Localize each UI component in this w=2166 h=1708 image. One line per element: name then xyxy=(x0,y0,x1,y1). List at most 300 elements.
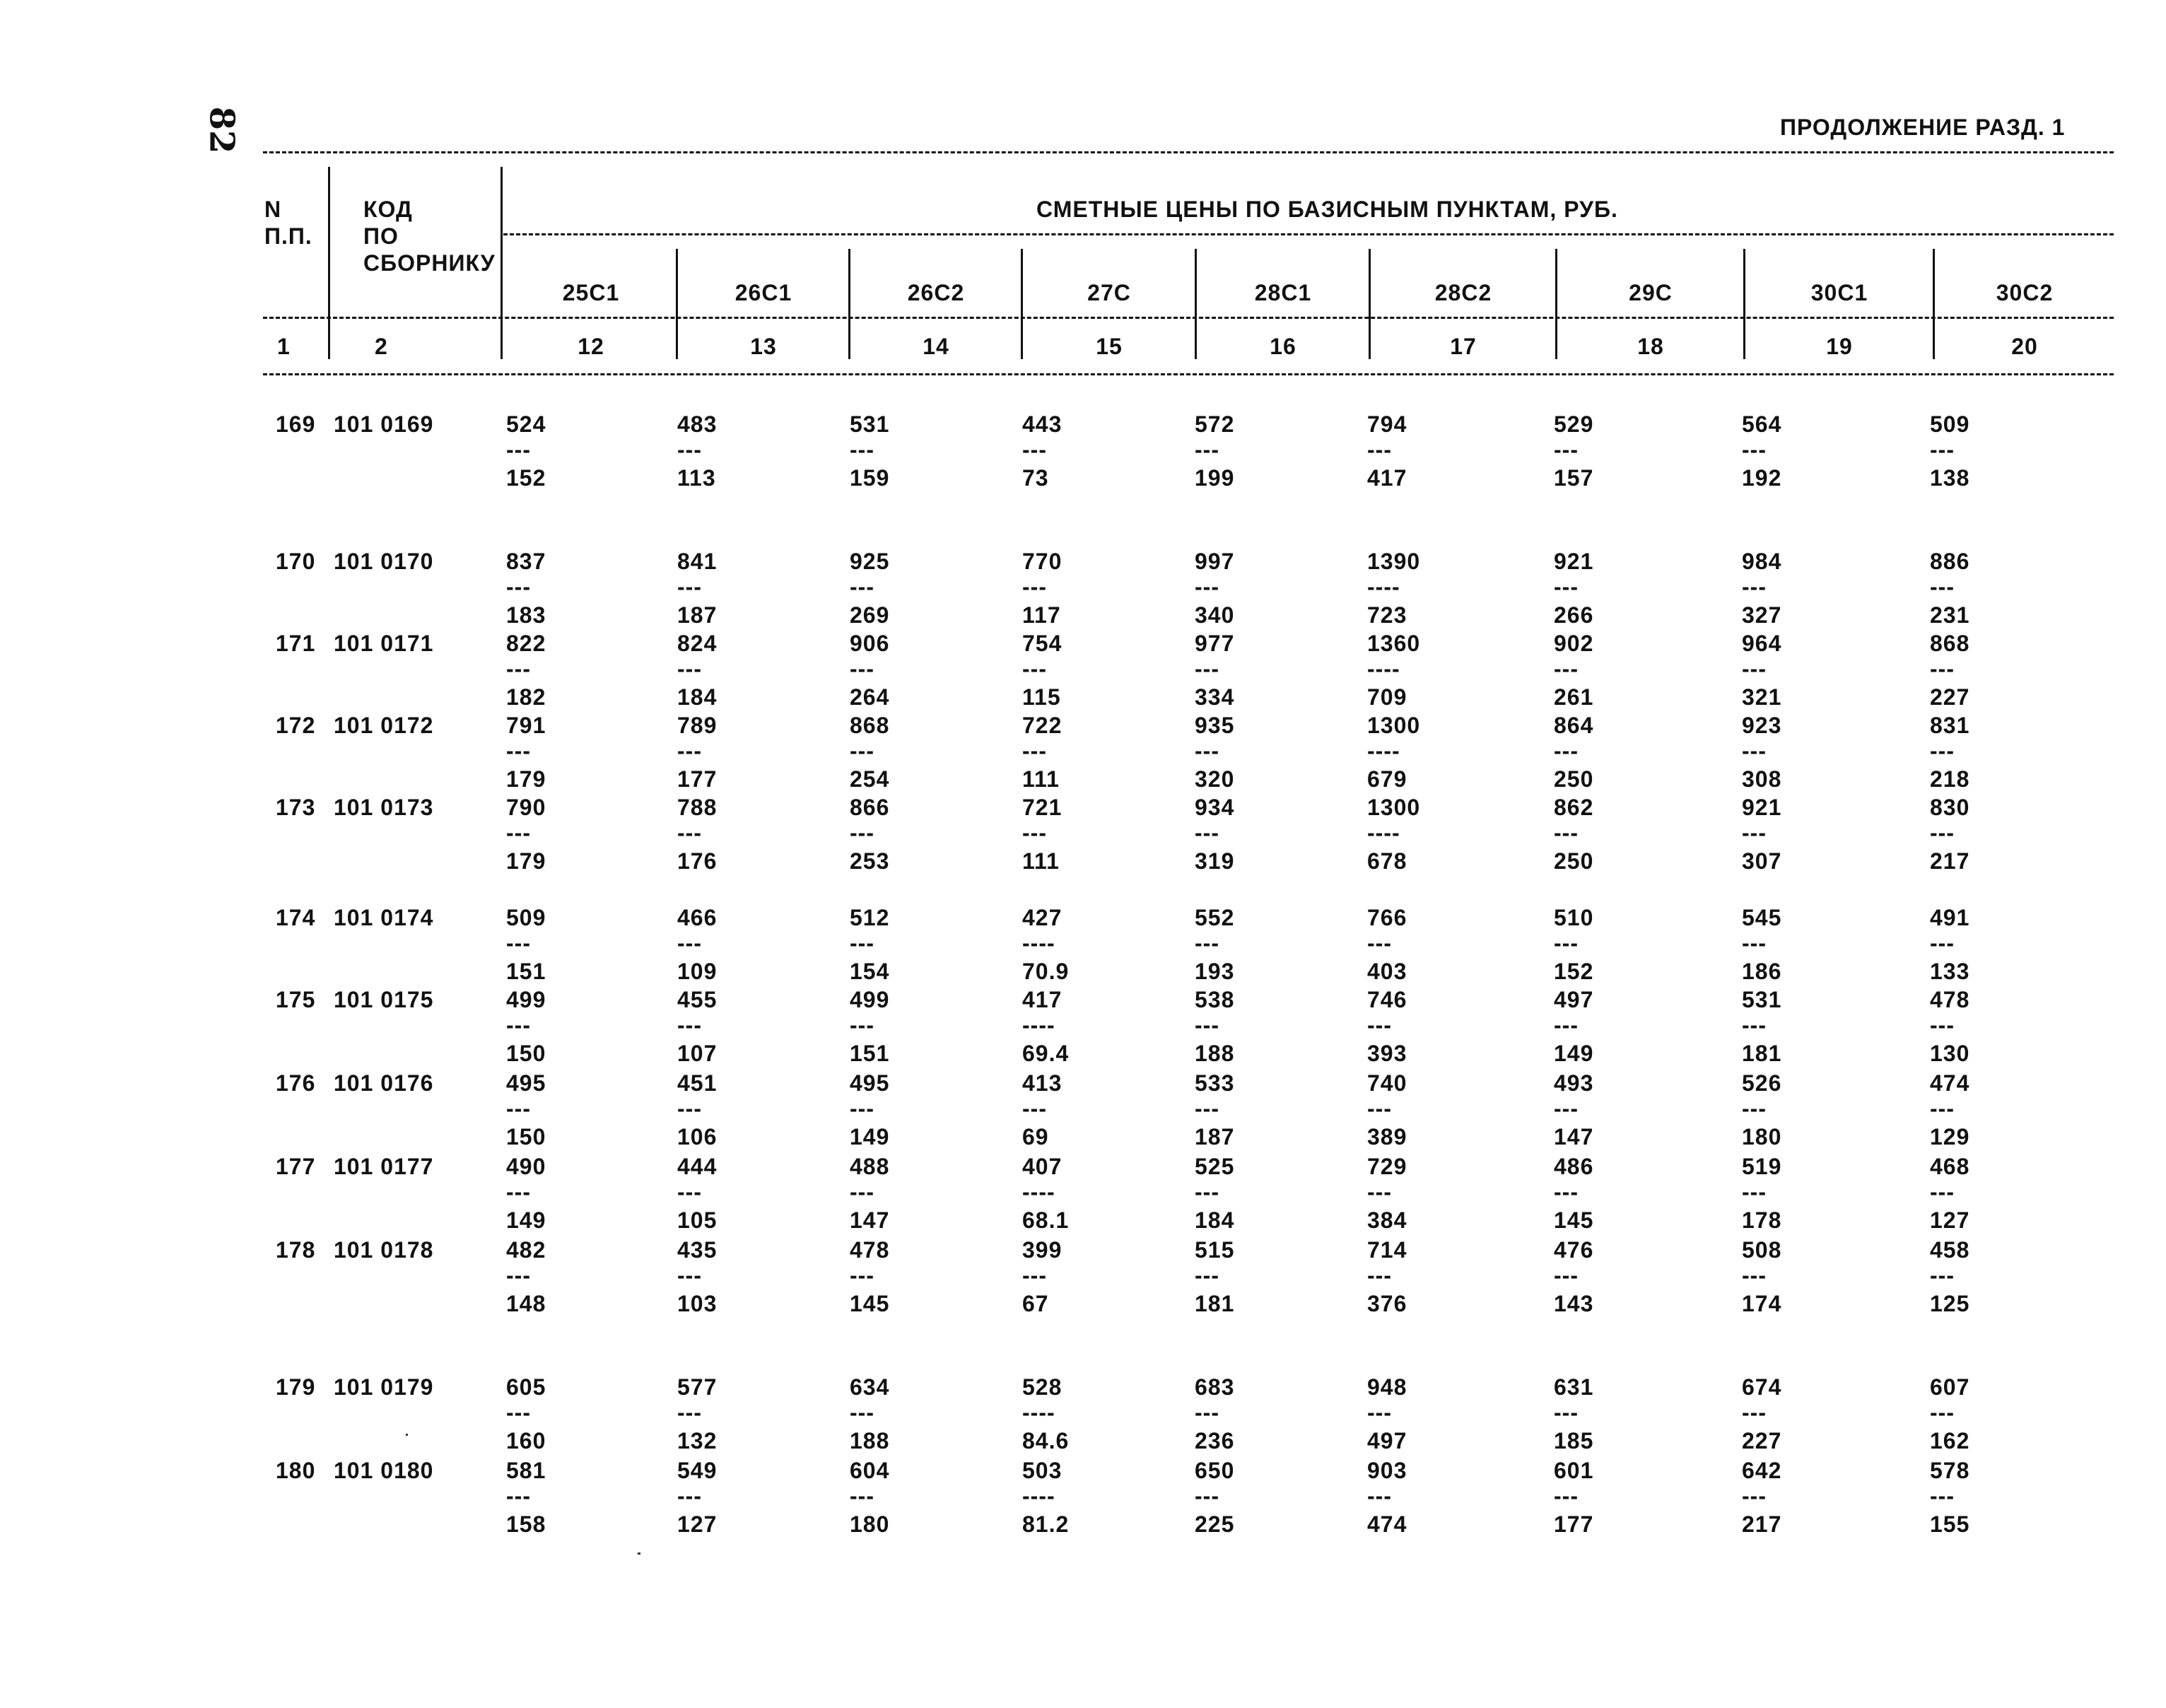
row-code: 101 0175 xyxy=(334,987,434,1012)
row-number: 170 xyxy=(276,549,316,574)
fraction-line: --- xyxy=(1930,437,1955,462)
fraction-line: --- xyxy=(1554,930,1579,956)
row-code: 101 0176 xyxy=(334,1070,434,1096)
fraction-line: --- xyxy=(1367,437,1392,462)
header-top-rule xyxy=(263,151,2114,153)
price-value: 508 xyxy=(1742,1237,1782,1263)
row-code: 101 0173 xyxy=(334,795,434,820)
price-value: 841 xyxy=(677,549,718,574)
price-subvalue: 127 xyxy=(677,1511,718,1537)
row-number: 180 xyxy=(276,1458,316,1483)
column-number: 16 xyxy=(1270,334,1296,359)
row-number: 171 xyxy=(276,631,316,656)
fraction-line: --- xyxy=(1554,437,1579,462)
price-subvalue: 152 xyxy=(506,465,546,491)
price-subvalue: 147 xyxy=(1554,1124,1594,1150)
price-value: 486 xyxy=(1554,1154,1594,1179)
fraction-line: --- xyxy=(1930,1483,1955,1509)
page-number-marker: 82 xyxy=(201,106,242,154)
row-code: 101 0172 xyxy=(334,713,434,738)
price-value: 830 xyxy=(1930,795,1970,820)
price-subvalue: 393 xyxy=(1367,1041,1407,1066)
fraction-line: --- xyxy=(850,1096,874,1121)
price-value: 581 xyxy=(506,1458,546,1483)
price-value: 529 xyxy=(1554,411,1594,437)
price-value: 493 xyxy=(1554,1070,1594,1096)
fraction-line: --- xyxy=(1930,820,1955,846)
price-value: 1390 xyxy=(1367,549,1421,574)
row-code: 101 0178 xyxy=(334,1237,434,1263)
price-subvalue: 127 xyxy=(1930,1207,1970,1233)
price-value: 478 xyxy=(1930,987,1970,1012)
divider-col-3 xyxy=(1021,249,1023,359)
price-value: 824 xyxy=(677,631,718,656)
price-value: 572 xyxy=(1195,411,1235,437)
price-value: 495 xyxy=(850,1070,890,1096)
price-subvalue: 180 xyxy=(850,1511,890,1537)
price-subvalue: 151 xyxy=(850,1041,890,1066)
fraction-line: --- xyxy=(677,820,702,846)
price-subvalue: 181 xyxy=(1195,1291,1235,1316)
price-subvalue: 225 xyxy=(1195,1511,1235,1537)
fraction-line: ---- xyxy=(1022,1400,1055,1425)
price-value: 642 xyxy=(1742,1458,1782,1483)
price-subvalue: 132 xyxy=(677,1428,718,1453)
price-subvalue: 185 xyxy=(1554,1428,1594,1453)
price-value: 789 xyxy=(677,713,718,738)
price-value: 683 xyxy=(1195,1374,1235,1400)
fraction-line: --- xyxy=(506,437,531,462)
fraction-line: --- xyxy=(1742,820,1767,846)
price-subvalue: 264 xyxy=(850,684,890,710)
fraction-line: --- xyxy=(1930,574,1955,599)
fraction-line: --- xyxy=(1022,738,1047,764)
price-subvalue: 307 xyxy=(1742,848,1782,874)
fraction-line: --- xyxy=(850,820,874,846)
price-value: 754 xyxy=(1022,631,1062,656)
price-value: 510 xyxy=(1554,905,1594,930)
price-subvalue: 177 xyxy=(1554,1511,1594,1537)
fraction-line: --- xyxy=(677,1096,702,1121)
fraction-line: --- xyxy=(1742,1400,1767,1425)
fraction-line: --- xyxy=(1742,1179,1767,1205)
price-value: 770 xyxy=(1022,549,1062,574)
price-subvalue: 417 xyxy=(1367,465,1407,491)
fraction-line: --- xyxy=(850,1179,874,1205)
fraction-line: --- xyxy=(677,1012,702,1038)
price-value: 934 xyxy=(1195,795,1235,820)
price-value: 578 xyxy=(1930,1458,1970,1483)
price-value: 512 xyxy=(850,905,890,930)
fraction-line: --- xyxy=(1930,656,1955,682)
price-subvalue: 389 xyxy=(1367,1124,1407,1150)
price-value: 674 xyxy=(1742,1374,1782,1400)
fraction-line: --- xyxy=(1742,1263,1767,1288)
price-value: 545 xyxy=(1742,905,1782,930)
price-subvalue: 261 xyxy=(1554,684,1594,710)
price-subvalue: 105 xyxy=(677,1207,718,1233)
fraction-line: --- xyxy=(506,656,531,682)
fraction-line: --- xyxy=(1195,574,1219,599)
price-subvalue: 334 xyxy=(1195,684,1235,710)
price-value: 483 xyxy=(677,411,718,437)
fraction-line: --- xyxy=(1554,1179,1579,1205)
price-value: 443 xyxy=(1022,411,1062,437)
price-subvalue: 69 xyxy=(1022,1124,1049,1150)
price-subvalue: 158 xyxy=(506,1511,546,1537)
price-value: 474 xyxy=(1930,1070,1970,1096)
price-subvalue: 217 xyxy=(1742,1511,1782,1537)
price-subvalue: 81.2 xyxy=(1022,1511,1070,1537)
price-subvalue: 376 xyxy=(1367,1291,1407,1316)
row-number: 169 xyxy=(276,411,316,437)
divider-col-7 xyxy=(1743,249,1745,359)
price-subvalue: 709 xyxy=(1367,684,1407,710)
price-value: 607 xyxy=(1930,1374,1970,1400)
column-number: 15 xyxy=(1096,334,1123,359)
fraction-line: --- xyxy=(677,574,702,599)
fraction-line: --- xyxy=(850,656,874,682)
price-value: 478 xyxy=(850,1237,890,1263)
price-subvalue: 68.1 xyxy=(1022,1207,1070,1233)
price-subvalue: 113 xyxy=(677,465,716,491)
fraction-line: --- xyxy=(850,738,874,764)
price-subvalue: 227 xyxy=(1930,684,1970,710)
row-number: 178 xyxy=(276,1237,316,1263)
price-subvalue: 152 xyxy=(1554,959,1594,984)
price-value: 526 xyxy=(1742,1070,1782,1096)
fraction-line: --- xyxy=(1554,1096,1579,1121)
price-subvalue: 179 xyxy=(506,848,546,874)
row-code: 101 0177 xyxy=(334,1154,434,1179)
fraction-line: --- xyxy=(1930,738,1955,764)
price-subvalue: 236 xyxy=(1195,1428,1235,1453)
price-subvalue: 84.6 xyxy=(1022,1428,1070,1453)
price-subvalue: 70.9 xyxy=(1022,959,1070,984)
row-number: 174 xyxy=(276,905,316,930)
header-code-1: КОД xyxy=(363,197,413,222)
column-header: 26С2 xyxy=(907,280,965,305)
fraction-line: --- xyxy=(677,738,702,764)
price-subvalue: 217 xyxy=(1930,848,1970,874)
price-value: 435 xyxy=(677,1237,718,1263)
price-subvalue: 269 xyxy=(850,602,890,628)
header-code-3: СБОРНИКУ xyxy=(363,250,496,276)
price-subvalue: 384 xyxy=(1367,1207,1407,1233)
price-subvalue: 69.4 xyxy=(1022,1041,1070,1066)
price-value: 466 xyxy=(677,905,718,930)
price-subvalue: 183 xyxy=(506,602,546,628)
price-subvalue: 187 xyxy=(677,602,718,628)
price-value: 577 xyxy=(677,1374,718,1400)
price-value: 444 xyxy=(677,1154,718,1179)
continuation-label: ПРОДОЛЖЕНИЕ РАЗД. 1 xyxy=(1780,115,2066,140)
price-value: 923 xyxy=(1742,713,1782,738)
price-subvalue: 199 xyxy=(1195,465,1235,491)
price-value: 509 xyxy=(506,905,546,930)
fraction-line: --- xyxy=(506,1400,531,1425)
price-value: 552 xyxy=(1195,905,1235,930)
price-subvalue: 678 xyxy=(1367,848,1407,874)
price-subvalue: 320 xyxy=(1195,766,1235,792)
price-value: 499 xyxy=(850,987,890,1012)
price-subvalue: 227 xyxy=(1742,1428,1782,1453)
fraction-line: --- xyxy=(506,1012,531,1038)
price-value: 1360 xyxy=(1367,631,1421,656)
price-subvalue: 151 xyxy=(506,959,546,984)
fraction-line: --- xyxy=(1367,1483,1392,1509)
column-number: 20 xyxy=(2011,334,2038,359)
price-subvalue: 188 xyxy=(1195,1041,1235,1066)
fraction-line: --- xyxy=(1367,1096,1392,1121)
price-subvalue: 679 xyxy=(1367,766,1407,792)
price-subvalue: 231 xyxy=(1930,602,1970,628)
price-value: 482 xyxy=(506,1237,546,1263)
row-number: 177 xyxy=(276,1154,316,1179)
price-subvalue: 319 xyxy=(1195,848,1235,874)
price-subvalue: 184 xyxy=(677,684,718,710)
column-number: 14 xyxy=(923,334,949,359)
fraction-line: --- xyxy=(506,1263,531,1288)
fraction-line: --- xyxy=(1930,1179,1955,1205)
price-value: 1300 xyxy=(1367,795,1421,820)
price-value: 601 xyxy=(1554,1458,1594,1483)
price-value: 831 xyxy=(1930,713,1970,738)
price-subvalue: 182 xyxy=(506,684,546,710)
price-subvalue: 159 xyxy=(850,465,890,491)
price-subvalue: 125 xyxy=(1930,1291,1970,1316)
price-value: 822 xyxy=(506,631,546,656)
price-value: 407 xyxy=(1022,1154,1062,1179)
price-subvalue: 321 xyxy=(1742,684,1782,710)
price-value: 490 xyxy=(506,1154,546,1179)
fraction-line: --- xyxy=(1742,1012,1767,1038)
fraction-line: ---- xyxy=(1367,574,1400,599)
fraction-line: --- xyxy=(677,930,702,956)
fraction-line: --- xyxy=(1742,738,1767,764)
price-value: 427 xyxy=(1022,905,1062,930)
fraction-line: ---- xyxy=(1022,1483,1055,1509)
price-value: 964 xyxy=(1742,631,1782,656)
fraction-line: --- xyxy=(677,1179,702,1205)
price-subvalue: 107 xyxy=(677,1041,718,1066)
column-number: 12 xyxy=(578,334,604,359)
price-value: 902 xyxy=(1554,631,1594,656)
price-value: 524 xyxy=(506,411,546,437)
divider-col-6 xyxy=(1555,249,1557,359)
fraction-line: --- xyxy=(1930,930,1955,956)
row-code: 101 0174 xyxy=(334,905,434,930)
price-subvalue: 149 xyxy=(1554,1041,1594,1066)
column-number: 2 xyxy=(375,334,388,359)
divider-code xyxy=(500,167,503,359)
price-value: 503 xyxy=(1022,1458,1062,1483)
fraction-line: --- xyxy=(1195,930,1219,956)
price-subvalue: 177 xyxy=(677,766,718,792)
fraction-line: --- xyxy=(506,820,531,846)
header-code-2: ПО xyxy=(363,223,399,249)
row-code: 101 0171 xyxy=(334,631,434,656)
price-value: 564 xyxy=(1742,411,1782,437)
fraction-line: ---- xyxy=(1367,656,1400,682)
fraction-line: ---- xyxy=(1022,930,1055,956)
price-value: 868 xyxy=(1930,631,1970,656)
price-subvalue: 184 xyxy=(1195,1207,1235,1233)
price-subvalue: 253 xyxy=(850,848,890,874)
column-header: 30С1 xyxy=(1810,280,1868,305)
fraction-line: --- xyxy=(1742,1483,1767,1509)
fraction-line: --- xyxy=(1554,1012,1579,1038)
price-subvalue: 106 xyxy=(677,1124,718,1150)
fraction-line: --- xyxy=(1367,1263,1392,1288)
price-subvalue: 157 xyxy=(1554,465,1594,491)
header-prices-title: СМЕТНЫЕ ЦЕНЫ ПО БАЗИСНЫМ ПУНКТАМ, РУБ. xyxy=(1036,197,1618,222)
price-value: 631 xyxy=(1554,1374,1594,1400)
row-number: 176 xyxy=(276,1070,316,1096)
price-subvalue: 474 xyxy=(1367,1511,1407,1537)
fraction-line: --- xyxy=(1554,738,1579,764)
price-value: 499 xyxy=(506,987,546,1012)
price-subvalue: 67 xyxy=(1022,1291,1049,1316)
fraction-line: --- xyxy=(1367,1179,1392,1205)
price-subvalue: 266 xyxy=(1554,602,1594,628)
price-subvalue: 723 xyxy=(1367,602,1407,628)
divider-n xyxy=(328,167,330,359)
price-subvalue: 186 xyxy=(1742,959,1782,984)
fraction-line: --- xyxy=(1022,820,1047,846)
fraction-line: --- xyxy=(1367,1012,1392,1038)
price-value: 864 xyxy=(1554,713,1594,738)
price-value: 549 xyxy=(677,1458,718,1483)
row-number: 172 xyxy=(276,713,316,738)
price-subvalue: 327 xyxy=(1742,602,1782,628)
price-value: 788 xyxy=(677,795,718,820)
column-number: 1 xyxy=(277,334,291,359)
price-subvalue: 115 xyxy=(1022,684,1061,710)
fraction-line: --- xyxy=(1554,1483,1579,1509)
price-subvalue: 150 xyxy=(506,1124,546,1150)
price-value: 925 xyxy=(850,549,890,574)
price-value: 605 xyxy=(506,1374,546,1400)
price-subvalue: 188 xyxy=(850,1428,890,1453)
price-value: 476 xyxy=(1554,1237,1594,1263)
price-value: 509 xyxy=(1930,411,1970,437)
price-value: 935 xyxy=(1195,713,1235,738)
fraction-line: --- xyxy=(506,738,531,764)
price-subvalue: 193 xyxy=(1195,959,1235,984)
price-value: 519 xyxy=(1742,1154,1782,1179)
fraction-line: --- xyxy=(677,437,702,462)
price-value: 497 xyxy=(1554,987,1594,1012)
price-value: 921 xyxy=(1554,549,1594,574)
row-number: 179 xyxy=(276,1374,316,1400)
price-subvalue: 308 xyxy=(1742,766,1782,792)
column-header: 25С1 xyxy=(562,280,620,305)
fraction-line: --- xyxy=(1195,1263,1219,1288)
price-value: 488 xyxy=(850,1154,890,1179)
price-value: 729 xyxy=(1367,1154,1407,1179)
fraction-line: --- xyxy=(850,1483,874,1509)
price-subvalue: 109 xyxy=(677,959,718,984)
price-value: 866 xyxy=(850,795,890,820)
fraction-line: --- xyxy=(677,656,702,682)
fraction-line: --- xyxy=(1554,1400,1579,1425)
fraction-line: --- xyxy=(1930,1012,1955,1038)
price-value: 746 xyxy=(1367,987,1407,1012)
header-mid-rule xyxy=(503,233,2114,235)
fraction-line: --- xyxy=(506,574,531,599)
price-subvalue: 155 xyxy=(1930,1511,1970,1537)
fraction-line: --- xyxy=(1554,656,1579,682)
row-code: 101 0169 xyxy=(334,411,434,437)
price-value: 491 xyxy=(1930,905,1970,930)
price-value: 399 xyxy=(1022,1237,1062,1263)
fraction-line: --- xyxy=(1742,1096,1767,1121)
price-value: 886 xyxy=(1930,549,1970,574)
price-subvalue: 133 xyxy=(1930,959,1970,984)
price-value: 948 xyxy=(1367,1374,1407,1400)
fraction-line: ---- xyxy=(1022,1012,1055,1038)
column-header: 26С1 xyxy=(734,280,792,305)
price-subvalue: 111 xyxy=(1022,766,1060,792)
price-subvalue: 250 xyxy=(1554,848,1594,874)
row-number: 173 xyxy=(276,795,316,820)
fraction-line: --- xyxy=(1195,1096,1219,1121)
price-subvalue: 149 xyxy=(506,1207,546,1233)
fraction-line: --- xyxy=(850,1012,874,1038)
row-code: 101 0180 xyxy=(334,1458,434,1483)
price-value: 531 xyxy=(1742,987,1782,1012)
divider-col-1 xyxy=(676,249,678,359)
header-col-rule xyxy=(263,317,2114,319)
price-value: 538 xyxy=(1195,987,1235,1012)
price-subvalue: 150 xyxy=(506,1041,546,1066)
fraction-line: --- xyxy=(850,1400,874,1425)
price-value: 634 xyxy=(850,1374,890,1400)
price-subvalue: 147 xyxy=(850,1207,890,1233)
fraction-line: --- xyxy=(506,1096,531,1121)
column-header: 28С2 xyxy=(1434,280,1492,305)
price-value: 766 xyxy=(1367,905,1407,930)
price-subvalue: 138 xyxy=(1930,465,1970,491)
divider-col-5 xyxy=(1369,249,1371,359)
price-subvalue: 117 xyxy=(1022,602,1061,628)
price-value: 604 xyxy=(850,1458,890,1483)
fraction-line: --- xyxy=(506,1179,531,1205)
fraction-line: --- xyxy=(850,930,874,956)
price-subvalue: 130 xyxy=(1930,1041,1970,1066)
price-value: 1300 xyxy=(1367,713,1421,738)
header-bottom-rule xyxy=(263,373,2114,375)
fraction-line: --- xyxy=(677,1263,702,1288)
column-header: 30С2 xyxy=(1996,280,2054,305)
fraction-line: --- xyxy=(1022,437,1047,462)
price-subvalue: 179 xyxy=(506,766,546,792)
divider-col-2 xyxy=(848,249,850,359)
price-subvalue: 180 xyxy=(1742,1124,1782,1150)
row-code: 101 0179 xyxy=(334,1374,434,1400)
price-subvalue: 148 xyxy=(506,1291,546,1316)
fraction-line: --- xyxy=(1930,1096,1955,1121)
fraction-line: --- xyxy=(1742,656,1767,682)
price-value: 458 xyxy=(1930,1237,1970,1263)
price-value: 906 xyxy=(850,631,890,656)
price-value: 794 xyxy=(1367,411,1407,437)
fraction-line: --- xyxy=(1554,574,1579,599)
fraction-line: --- xyxy=(1195,1483,1219,1509)
fraction-line: --- xyxy=(1554,1263,1579,1288)
fraction-line: --- xyxy=(1022,574,1047,599)
